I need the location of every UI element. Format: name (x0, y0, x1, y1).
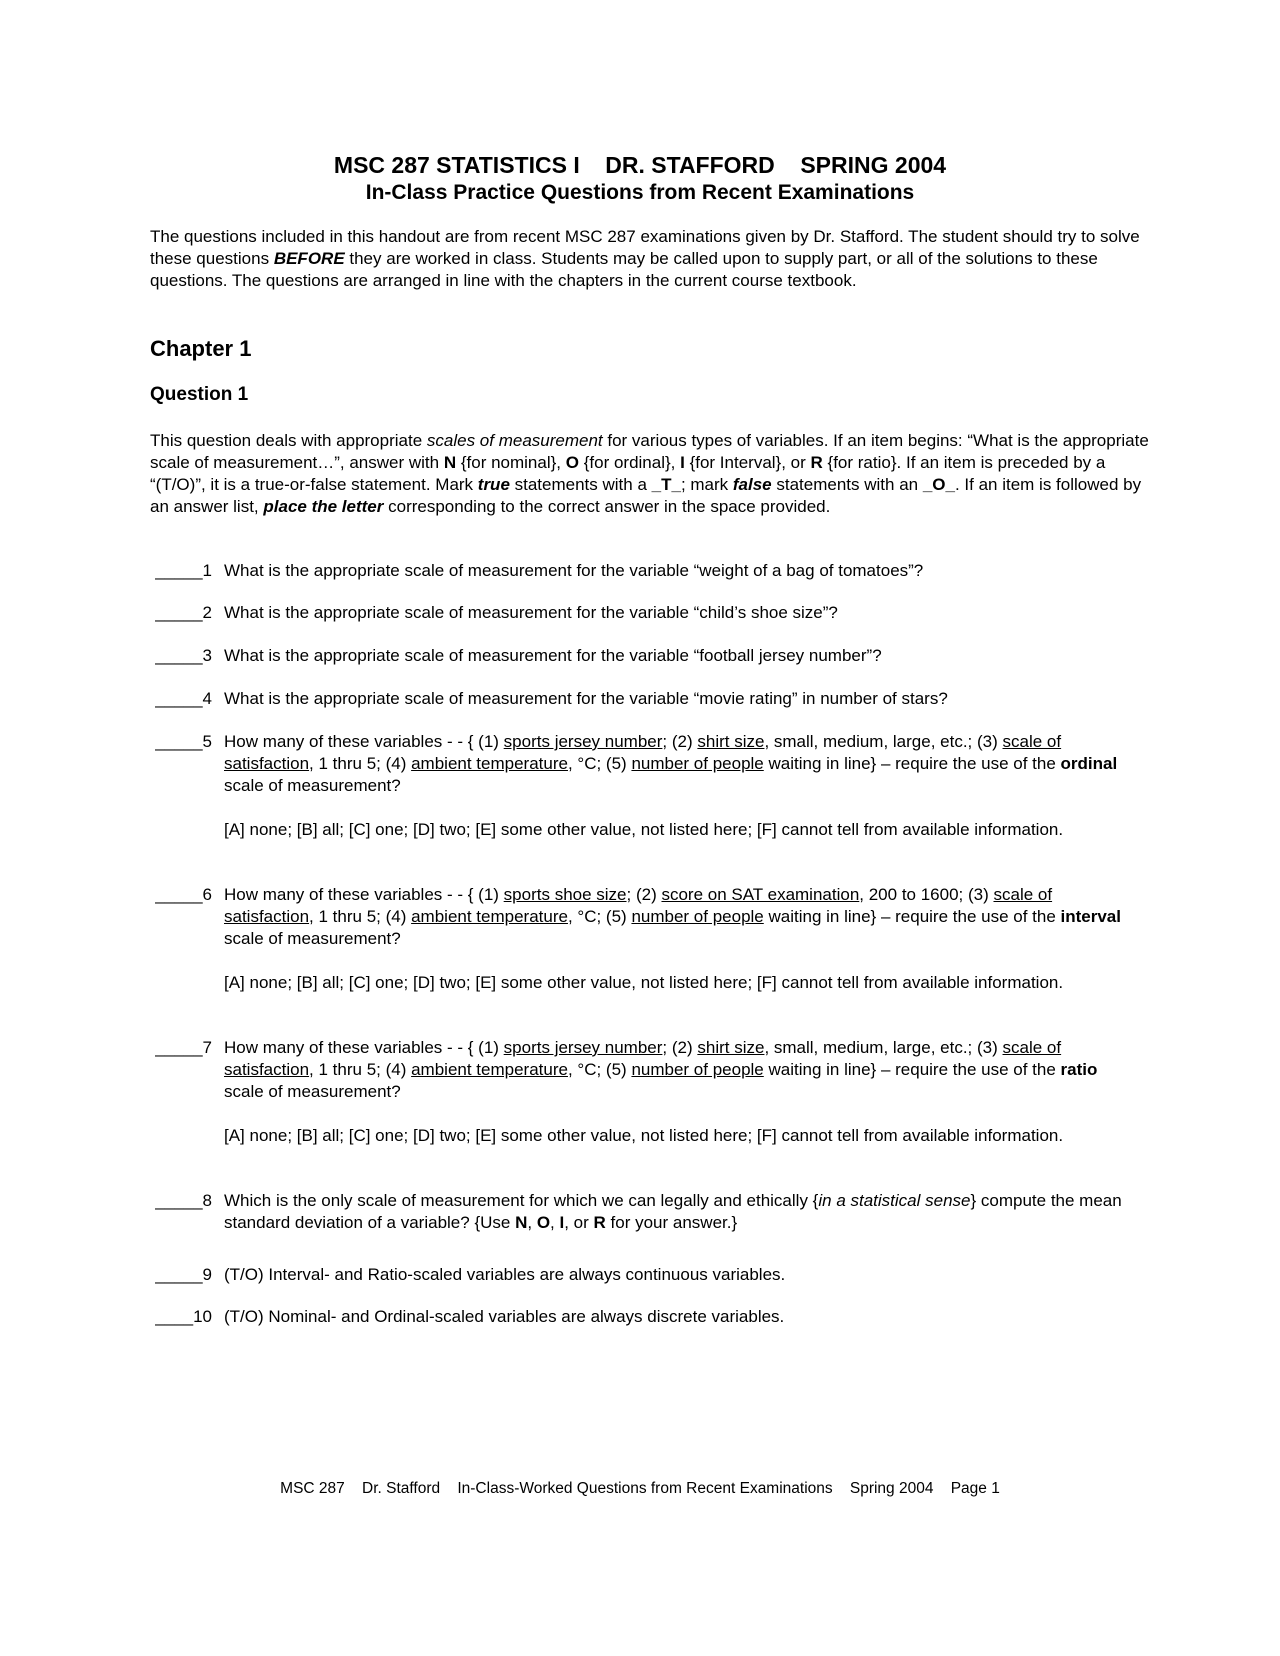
answer-blank[interactable]: _____2 (155, 603, 212, 622)
question-text: (T/O) Interval- and Ratio-scaled variables are always continuous variables. (224, 1265, 786, 1284)
answer-blank[interactable]: _____4 (155, 689, 212, 708)
question-text: How many of these variables - - { (1) sports jersey number; (2) shirt size, small, medium, large, etc.; (3) scale of satisfaction, 1 thru 5; (4) ambient temperature, °C; (5) number of people waiting in line} – require the use of the ratio scale of measurement? (224, 1038, 1098, 1101)
question-text: How many of these variables - - { (1) sports jersey number; (2) shirt size, small, medium, large, etc.; (3) scale of satisfaction, 1 thru 5; (4) ambient temperature, °C; (5) number of people waiting in line} – require the use of the ordinal scale of measurement? (224, 732, 1118, 795)
answer-blank[interactable]: _____1 (155, 561, 212, 580)
question-item (150, 560, 1140, 582)
answer-blank[interactable]: _____7 (155, 1038, 212, 1057)
question-item (150, 1190, 1140, 1234)
page-footer: MSC 287 Dr. Stafford In-Class-Worked Questions from Recent Examinations Spring 2004 Page 1 (280, 1480, 1000, 1497)
question-text: What is the appropriate scale of measurement for the variable “football jersey number”? (224, 646, 882, 665)
question-item (150, 1264, 1140, 1286)
answer-options: [A] none; [B] all; [C] one; [D] two; [E] some other value, not listed here; [F] cannot tell from available information. (224, 820, 1064, 839)
intro-paragraph: The questions included in this handout are from recent MSC 287 examinations given by Dr. Stafford. The student should try to solve these questions BEFORE they are worked in class. Students may be called upon to supply part, or all of the solutions to these questions. The questions are arranged in line with the chapters in the current course textbook. (150, 227, 1140, 290)
answer-blank[interactable]: _____6 (155, 885, 212, 904)
page-title: MSC 287 STATISTICS I DR. STAFFORD SPRING 2004 (333, 152, 947, 178)
question-text: What is the appropriate scale of measurement for the variable “child’s shoe size”? (224, 603, 838, 622)
question-item (150, 1037, 1140, 1147)
question-item (150, 884, 1140, 994)
page-subtitle: In-Class Practice Questions from Recent Examinations (365, 181, 915, 204)
question-text: What is the appropriate scale of measurement for the variable “movie rating” in number of stars? (224, 689, 948, 708)
chapter-heading: Chapter 1 (150, 336, 252, 361)
answer-blank[interactable]: _____8 (155, 1191, 212, 1210)
question-item (150, 731, 1140, 841)
question-text: (T/O) Nominal- and Ordinal-scaled variables are always discrete variables. (224, 1307, 785, 1326)
answer-blank[interactable]: _____3 (155, 646, 212, 665)
instructions-paragraph: This question deals with appropriate scales of measurement for various types of variables. If an item begins: “What is the appropriate scale of measurement…”, answer with N {for nominal}, O {for ordinal}, I {for Interval}, or R {for ratio}. If an item is preceded by a “(T/O)”, it is a true-or-false statement. Mark true statements with a _T_; mark false statements with an _O_. If an item is followed by an answer list, place the letter corresponding to the correct answer in the space provided. (150, 431, 1149, 516)
question-item (150, 688, 1140, 710)
answer-options: [A] none; [B] all; [C] one; [D] two; [E] some other value, not listed here; [F] cannot tell from available information. (224, 973, 1064, 992)
question-item (150, 645, 1140, 667)
answer-options: [A] none; [B] all; [C] one; [D] two; [E] some other value, not listed here; [F] cannot tell from available information. (224, 1126, 1064, 1145)
question-text: Which is the only scale of measurement for which we can legally and ethically {in a statistical sense} compute the mean standard deviation of a variable? {Use N, O, I, or R for your answer.} (224, 1191, 1122, 1232)
question-text: What is the appropriate scale of measurement for the variable “weight of a bag of tomatoes”? (224, 561, 924, 580)
question-text: How many of these variables - - { (1) sports shoe size; (2) score on SAT examination, 200 to 1600; (3) scale of satisfaction, 1 thru 5; (4) ambient temperature, °C; (5) number of people waiting in line} – require the use of the interval scale of measurement? (224, 885, 1121, 948)
answer-blank[interactable]: ____10 (155, 1307, 212, 1326)
answer-blank[interactable]: _____5 (155, 732, 212, 751)
question-heading: Question 1 (150, 384, 249, 405)
question-item (150, 1306, 1140, 1328)
answer-blank[interactable]: _____9 (155, 1265, 212, 1284)
question-item (150, 602, 1140, 624)
